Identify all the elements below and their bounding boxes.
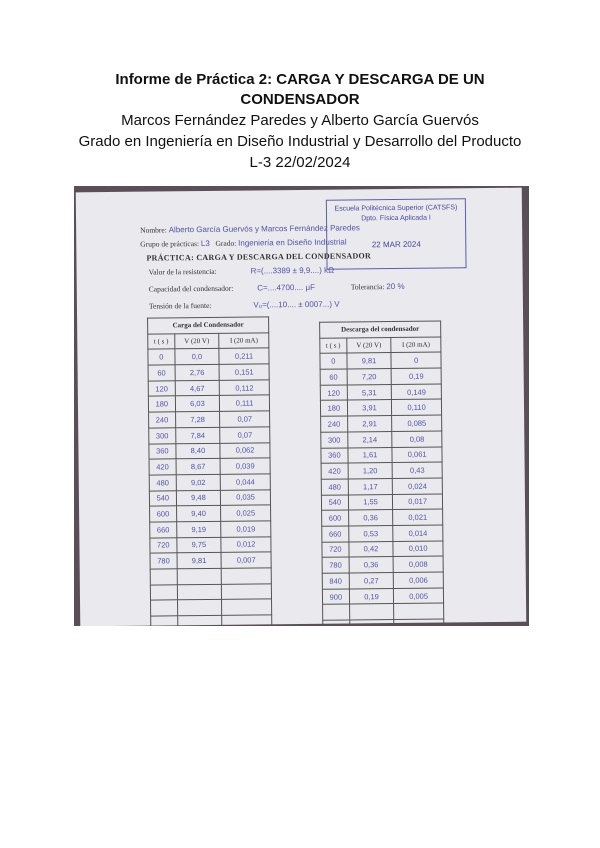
descarga-row: [322, 588, 443, 605]
descarga-cell: 900: [322, 589, 349, 605]
descarga-cell: 0,010: [393, 541, 443, 557]
descarga-col-header: I (20 mA): [391, 337, 441, 353]
descarga-cell: 600: [322, 510, 349, 526]
descarga-row: [321, 462, 442, 479]
carga-cell: 8,67: [176, 459, 221, 475]
descarga-cell: 0,006: [394, 572, 444, 588]
descarga-cell: 0,110: [392, 399, 442, 415]
descarga-cell: 180: [320, 400, 347, 416]
lab-sheet-photo: [74, 186, 529, 626]
descarga-table: [319, 321, 444, 626]
carga-col-header: t ( s ): [148, 334, 175, 350]
descarga-cell: 0,017: [393, 494, 443, 510]
carga-cell: 0,07: [220, 411, 270, 427]
carga-cell: 0,112: [219, 380, 269, 396]
capacidad-label: Capacidad del condensador:: [148, 283, 234, 294]
carga-cell: 600: [150, 506, 177, 522]
carga-cell: [222, 615, 272, 626]
carga-cell: [150, 569, 177, 585]
carga-cell: 0,062: [220, 442, 270, 458]
descarga-cell: 240: [321, 416, 348, 432]
carga-cell: 9,75: [177, 537, 222, 553]
carga-cell: 0,012: [221, 536, 271, 552]
descarga-cell: [323, 604, 350, 620]
carga-row: [151, 599, 272, 616]
carga-row: [151, 615, 272, 626]
carga-cell: 0,035: [221, 489, 271, 505]
descarga-row: [322, 525, 443, 542]
carga-cell: [177, 600, 222, 616]
descarga-cell: 0,36: [349, 557, 394, 573]
descarga-row: [321, 478, 442, 495]
carga-cell: 9,02: [176, 474, 221, 490]
sheet-title: PRÁCTICA: CARGA Y DESCARGA DEL CONDENSADOR: [146, 251, 372, 263]
carga-cell: 0,0: [175, 349, 220, 365]
tension-label: Tensión de la fuente:: [148, 300, 212, 311]
carga-row: [150, 505, 271, 522]
carga-cell: 0,007: [221, 552, 271, 568]
carga-cell: [222, 599, 272, 615]
carga-row: [150, 521, 271, 538]
descarga-cell: 360: [321, 448, 348, 464]
descarga-row: [322, 509, 443, 526]
descarga-cell: 1,61: [348, 447, 393, 463]
carga-cell: 420: [149, 459, 176, 475]
carga-cell: 9,48: [176, 490, 221, 506]
descarga-cell: [323, 620, 350, 626]
carga-cell: [151, 600, 178, 616]
descarga-cell: 0,36: [348, 510, 393, 526]
carga-cell: 0,025: [221, 505, 271, 521]
resistencia-value: R=(....3389 ± 9,9....) kΩ: [250, 265, 335, 276]
carga-row: [150, 552, 271, 569]
carga-row: [148, 395, 269, 412]
carga-cell: [221, 568, 271, 584]
carga-cell: [151, 616, 178, 626]
descarga-cell: 660: [322, 526, 349, 542]
descarga-row: [320, 399, 441, 416]
carga-cell: 540: [149, 490, 176, 506]
descarga-cell: 0,061: [392, 447, 442, 463]
lab-sheet-paper: [76, 188, 527, 626]
tolerancia-label: Tolerancia:: [350, 282, 385, 292]
descarga-cell: 0,085: [392, 415, 442, 431]
carga-table: [147, 316, 272, 626]
descarga-title: Descarga del condensador: [320, 321, 441, 338]
descarga-row: [321, 447, 442, 464]
carga-row: [148, 364, 269, 381]
descarga-cell: 0,021: [393, 509, 443, 525]
descarga-cell: 0,008: [393, 556, 443, 572]
report-header: [0, 70, 600, 173]
carga-col-header: I (20 mA): [219, 333, 269, 349]
carga-cell: 120: [148, 381, 175, 397]
carga-cell: 9,81: [177, 553, 222, 569]
carga-cell: 720: [150, 537, 177, 553]
carga-cell: 9,19: [176, 521, 221, 537]
descarga-col-header: V (20 V): [346, 337, 391, 353]
carga-cell: 0,111: [220, 395, 270, 411]
descarga-row: [323, 619, 444, 626]
carga-cell: [177, 615, 222, 626]
descarga-cell: 0: [391, 352, 441, 368]
tolerancia-value: 20 %: [386, 281, 405, 292]
descarga-cell: 540: [321, 495, 348, 511]
report-group-date: L-3 22/02/2024: [249, 154, 351, 171]
descarga-cell: 2,91: [347, 416, 392, 432]
carga-cell: 0,044: [220, 474, 270, 490]
descarga-cell: 0,149: [392, 384, 442, 400]
carga-row: [149, 489, 270, 506]
stamp-line2: Dpto. Física Aplicada I: [361, 214, 431, 223]
grupo-field: [140, 238, 346, 249]
descarga-cell: 0,19: [391, 368, 441, 384]
carga-cell: 0,151: [219, 364, 269, 380]
descarga-row: [322, 541, 443, 558]
carga-cell: 7,84: [175, 427, 220, 443]
carga-cell: 480: [149, 475, 176, 491]
carga-row: [149, 442, 270, 459]
descarga-cell: 0,014: [393, 525, 443, 541]
descarga-cell: [394, 619, 444, 626]
descarga-cell: 0,08: [392, 431, 442, 447]
carga-row: [148, 380, 269, 397]
descarga-cell: 0,005: [394, 588, 444, 604]
descarga-cell: 1,55: [348, 494, 393, 510]
carga-cell: 0: [148, 349, 175, 365]
report-title-line2: CONDENSADOR: [240, 91, 360, 108]
carga-row: [148, 348, 269, 365]
descarga-cell: 480: [321, 479, 348, 495]
carga-cell: 4,67: [175, 380, 220, 396]
carga-row: [149, 474, 270, 491]
descarga-row: [322, 556, 443, 573]
carga-cell: [150, 584, 177, 600]
descarga-cell: 0,42: [349, 541, 394, 557]
descarga-cell: [394, 603, 444, 619]
descarga-cell: 0,53: [348, 525, 393, 541]
carga-row: [150, 568, 271, 585]
descarga-cell: [349, 620, 394, 626]
descarga-row: [321, 494, 442, 511]
resistencia-field: [149, 266, 335, 277]
carga-row: [149, 411, 270, 428]
carga-cell: [177, 568, 222, 584]
descarga-cell: 3,91: [347, 400, 392, 416]
carga-cell: 0,211: [219, 348, 269, 364]
descarga-cell: 9,81: [347, 353, 392, 369]
carga-cell: 0,019: [221, 521, 271, 537]
report-title-line1: Informe de Práctica 2: CARGA Y DESCARGA DE UN: [115, 71, 485, 88]
descarga-cell: 720: [322, 542, 349, 558]
descarga-cell: 120: [320, 385, 347, 401]
carga-cell: 0,039: [220, 458, 270, 474]
descarga-cell: 5,31: [347, 384, 392, 400]
carga-cell: 360: [149, 443, 176, 459]
stamp-line1: Escuela Politécnica Superior (CATSFS): [334, 204, 458, 213]
descarga-row: [320, 368, 441, 385]
descarga-col-header: t ( s ): [320, 338, 347, 354]
descarga-row: [321, 431, 442, 448]
report-degree: Grado en Ingeniería en Diseño Industrial y Desarrollo del Producto: [78, 133, 522, 150]
stamp-date: 22 MAR 2024: [371, 239, 421, 250]
grado-label: Grado:: [215, 238, 237, 248]
tension-value: V₀=(....10.... ± 0007...) V: [253, 299, 340, 310]
descarga-cell: 0,43: [392, 462, 442, 478]
descarga-row: [321, 415, 442, 432]
carga-cell: 2,76: [175, 364, 220, 380]
carga-cell: 180: [148, 396, 175, 412]
report-authors: Marcos Fernández Paredes y Alberto García Guervós: [121, 112, 479, 129]
tension-field: [149, 300, 340, 311]
carga-cell: 240: [149, 412, 176, 428]
carga-col-header: V (20 V): [174, 333, 219, 349]
carga-cell: 0,07: [220, 427, 270, 443]
descarga-cell: 1,17: [348, 478, 393, 494]
descarga-cell: 0,024: [393, 478, 443, 494]
carga-cell: [222, 584, 272, 600]
descarga-cell: 0: [320, 353, 347, 369]
descarga-cell: 1,20: [348, 463, 393, 479]
carga-cell: 780: [150, 553, 177, 569]
descarga-row: [320, 384, 441, 401]
carga-cell: 7,28: [175, 411, 220, 427]
capacidad-field: [149, 282, 405, 294]
descarga-row: [320, 352, 441, 369]
carga-cell: 9,40: [176, 506, 221, 522]
carga-title: Carga del Condensador: [148, 317, 269, 334]
carga-cell: 8,40: [176, 443, 221, 459]
carga-cell: 6,03: [175, 396, 220, 412]
descarga-cell: [349, 604, 394, 620]
descarga-cell: 0,27: [349, 573, 394, 589]
descarga-row: [322, 572, 443, 589]
nombre-value: Alberto García Guervós y Marcos Fernández Paredes: [168, 223, 360, 235]
carga-row: [149, 427, 270, 444]
grupo-value: L3: [200, 238, 210, 249]
grupo-label: Grupo de prácticas:: [140, 239, 200, 249]
carga-cell: 660: [150, 522, 177, 538]
nombre-label: Nombre:: [140, 225, 167, 235]
grado-value: Ingeniería en Diseño Industrial: [238, 237, 347, 248]
carga-cell: 60: [148, 365, 175, 381]
carga-cell: 300: [149, 428, 176, 444]
carga-cell: [177, 584, 222, 600]
carga-row: [150, 584, 271, 601]
descarga-cell: 0,19: [349, 588, 394, 604]
capacidad-value: C=....4700.... μF: [257, 282, 315, 293]
descarga-cell: 420: [321, 463, 348, 479]
carga-row: [149, 458, 270, 475]
descarga-cell: 7,20: [347, 369, 392, 385]
resistencia-label: Valor de la resistencia:: [148, 266, 217, 277]
descarga-cell: 780: [322, 557, 349, 573]
descarga-cell: 60: [320, 369, 347, 385]
carga-row: [150, 536, 271, 553]
descarga-row: [323, 603, 444, 620]
descarga-cell: 2,14: [347, 431, 392, 447]
descarga-cell: 300: [321, 432, 348, 448]
descarga-cell: 840: [322, 573, 349, 589]
